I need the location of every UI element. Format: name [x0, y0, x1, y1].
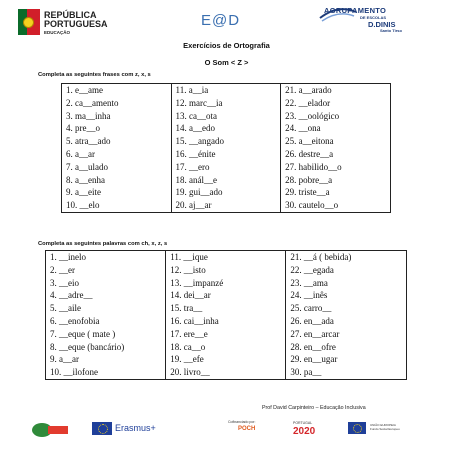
exercise-item: 2. __er: [46, 264, 166, 277]
table-row: [46, 341, 407, 354]
table-row: [62, 110, 391, 123]
table-row: [62, 174, 391, 187]
poch-caption: Cofinanciado por:: [228, 420, 256, 424]
exercise-item: 25. a__eitona: [281, 135, 391, 148]
exercise-item: 10. __ilofone: [46, 366, 166, 379]
exercise-item: 1. e__ame: [62, 84, 172, 97]
pt2020-caption: PORTUGAL: [293, 421, 313, 425]
table-row: [46, 315, 407, 328]
exercise-item: 28. en__ofre: [286, 341, 407, 354]
exercise-item: 8. __eque (bancário): [46, 341, 166, 354]
exercise-item: 14. dei__ar: [166, 289, 286, 302]
exercise-item: 24. __ona: [281, 122, 391, 135]
ead-logo: E@D: [201, 12, 241, 29]
exercise-item: 19. gui__ado: [171, 186, 281, 199]
exercise-item: 24. __inês: [286, 289, 407, 302]
exercise-item: 2. ca__amento: [62, 97, 172, 110]
exercise-item: 28. pobre__a: [281, 174, 391, 187]
exercise-item: 22. __egada: [286, 264, 407, 277]
exercise-item: 18. anál__e: [171, 174, 281, 187]
page-title: Exercícios de Ortografia: [183, 41, 270, 50]
exercise-item: 26. destre__a: [281, 148, 391, 161]
exercise-item: 22. __elador: [281, 97, 391, 110]
exercise-item: 20. livro__: [166, 366, 286, 379]
exercise-item: 23. __oológico: [281, 110, 391, 123]
escola-logo-icon: [30, 420, 70, 438]
table-row: [46, 353, 407, 366]
exercise-item: 17. __ero: [171, 161, 281, 174]
exercise-item: 15. __angado: [171, 135, 281, 148]
exercise-item: 14. a__edo: [171, 122, 281, 135]
exercise-item: 7. a__ulado: [62, 161, 172, 174]
author-credit: Prof David Carpinteiro – Educação Inclusiva: [262, 405, 366, 411]
eu-flag-icon: [92, 422, 112, 435]
table-row: [46, 289, 407, 302]
exercise-item: 15. tra__: [166, 302, 286, 315]
gov-sub: EDUCAÇÃO: [44, 30, 71, 35]
exercise-item: 21. __á ( bebida): [286, 251, 407, 264]
table-row: [62, 161, 391, 174]
exercise1-table: [61, 83, 391, 213]
table-row: [46, 277, 407, 290]
table-row: [62, 97, 391, 110]
exercise-item: 20. aj__ar: [171, 199, 281, 212]
table-row: [62, 148, 391, 161]
exercise-item: 19. __efe: [166, 353, 286, 366]
exercise-item: 10. __elo: [62, 199, 172, 212]
exercise2-instruction: Completa as seguintes palavras com ch, x, z, s: [38, 241, 168, 247]
table-row: [46, 264, 407, 277]
exercise-item: 17. ere__e: [166, 328, 286, 341]
gov-line1: REPÚBLICA: [44, 10, 97, 20]
exercise-item: 7. __eque ( mate ): [46, 328, 166, 341]
exercise-item: 29. en__ugar: [286, 353, 407, 366]
school-line3: D.DINIS: [368, 20, 396, 29]
school-line4: Santo Tirso: [380, 28, 402, 33]
exercise-item: 26. en__ada: [286, 315, 407, 328]
table-row: [62, 199, 391, 212]
exercise-item: 12. marc__ia: [171, 97, 281, 110]
exercise-item: 18. ca__o: [166, 341, 286, 354]
exercise-item: 30. cautelo__o: [281, 199, 391, 212]
exercise-item: 8. a__enha: [62, 174, 172, 187]
table-row: [62, 135, 391, 148]
school-line1: AGRUPAMENTO: [324, 6, 387, 15]
exercise-item: 11. __ique: [166, 251, 286, 264]
exercise-item: 16. cai__inha: [166, 315, 286, 328]
erasmus-logo: Erasmus+: [115, 423, 156, 433]
exercise-item: 4. __adre__: [46, 289, 166, 302]
table-row: [62, 186, 391, 199]
footer-logos: [30, 420, 430, 440]
exercise-item: 3. __eio: [46, 277, 166, 290]
exercise1-instruction: Completa as seguintes frases com z, x, s: [38, 72, 151, 78]
table-row: [46, 302, 407, 315]
exercise-item: 5. atra__ado: [62, 135, 172, 148]
table-row: [46, 366, 407, 379]
exercise-item: 5. __aile: [46, 302, 166, 315]
exercise-item: 12. __isto: [166, 264, 286, 277]
exercise-item: 6. __enofobia: [46, 315, 166, 328]
portugal-flag-icon: [18, 9, 40, 35]
pt2020-logo: 2020: [293, 426, 316, 437]
table-row: [62, 122, 391, 135]
exercise-item: 21. a__arado: [281, 84, 391, 97]
exercise-item: 1. __inelo: [46, 251, 166, 264]
page-subtitle: O Som < Z >: [204, 58, 249, 67]
exercise-item: 13. ca__ota: [171, 110, 281, 123]
gov-line2: PORTUGUESA: [44, 19, 108, 29]
school-line2: DE ESCOLAS: [360, 15, 387, 20]
table-row: [46, 251, 407, 264]
eu-fund-caption: UNIÃO EUROPEIA Fundo Social Europeu: [370, 423, 400, 431]
eu-flag-icon: [348, 422, 366, 434]
exercise-item: 27. en__arcar: [286, 328, 407, 341]
exercise-item: 9. a__eite: [62, 186, 172, 199]
school-logo: [318, 4, 430, 38]
exercise-item: 11. a__ia: [171, 84, 281, 97]
exercise-item: 23. __ama: [286, 277, 407, 290]
exercise-item: 30. pa__: [286, 366, 407, 379]
exercise-item: 16. __énite: [171, 148, 281, 161]
exercise-item: 25. carro__: [286, 302, 407, 315]
government-logo: [18, 8, 138, 36]
table-row: [46, 328, 407, 341]
exercise-item: 4. pre__o: [62, 122, 172, 135]
table-row: [62, 84, 391, 97]
exercise-item: 29. triste__a: [281, 186, 391, 199]
exercise2-table: [45, 250, 407, 380]
exercise-item: 27. habilido__o: [281, 161, 391, 174]
exercise-item: 3. ma__inha: [62, 110, 172, 123]
exercise-item: 13. __impanzé: [166, 277, 286, 290]
poch-logo: POCH: [238, 426, 256, 432]
exercise-item: 9. a__ar: [46, 353, 166, 366]
exercise-item: 6. a__ar: [62, 148, 172, 161]
